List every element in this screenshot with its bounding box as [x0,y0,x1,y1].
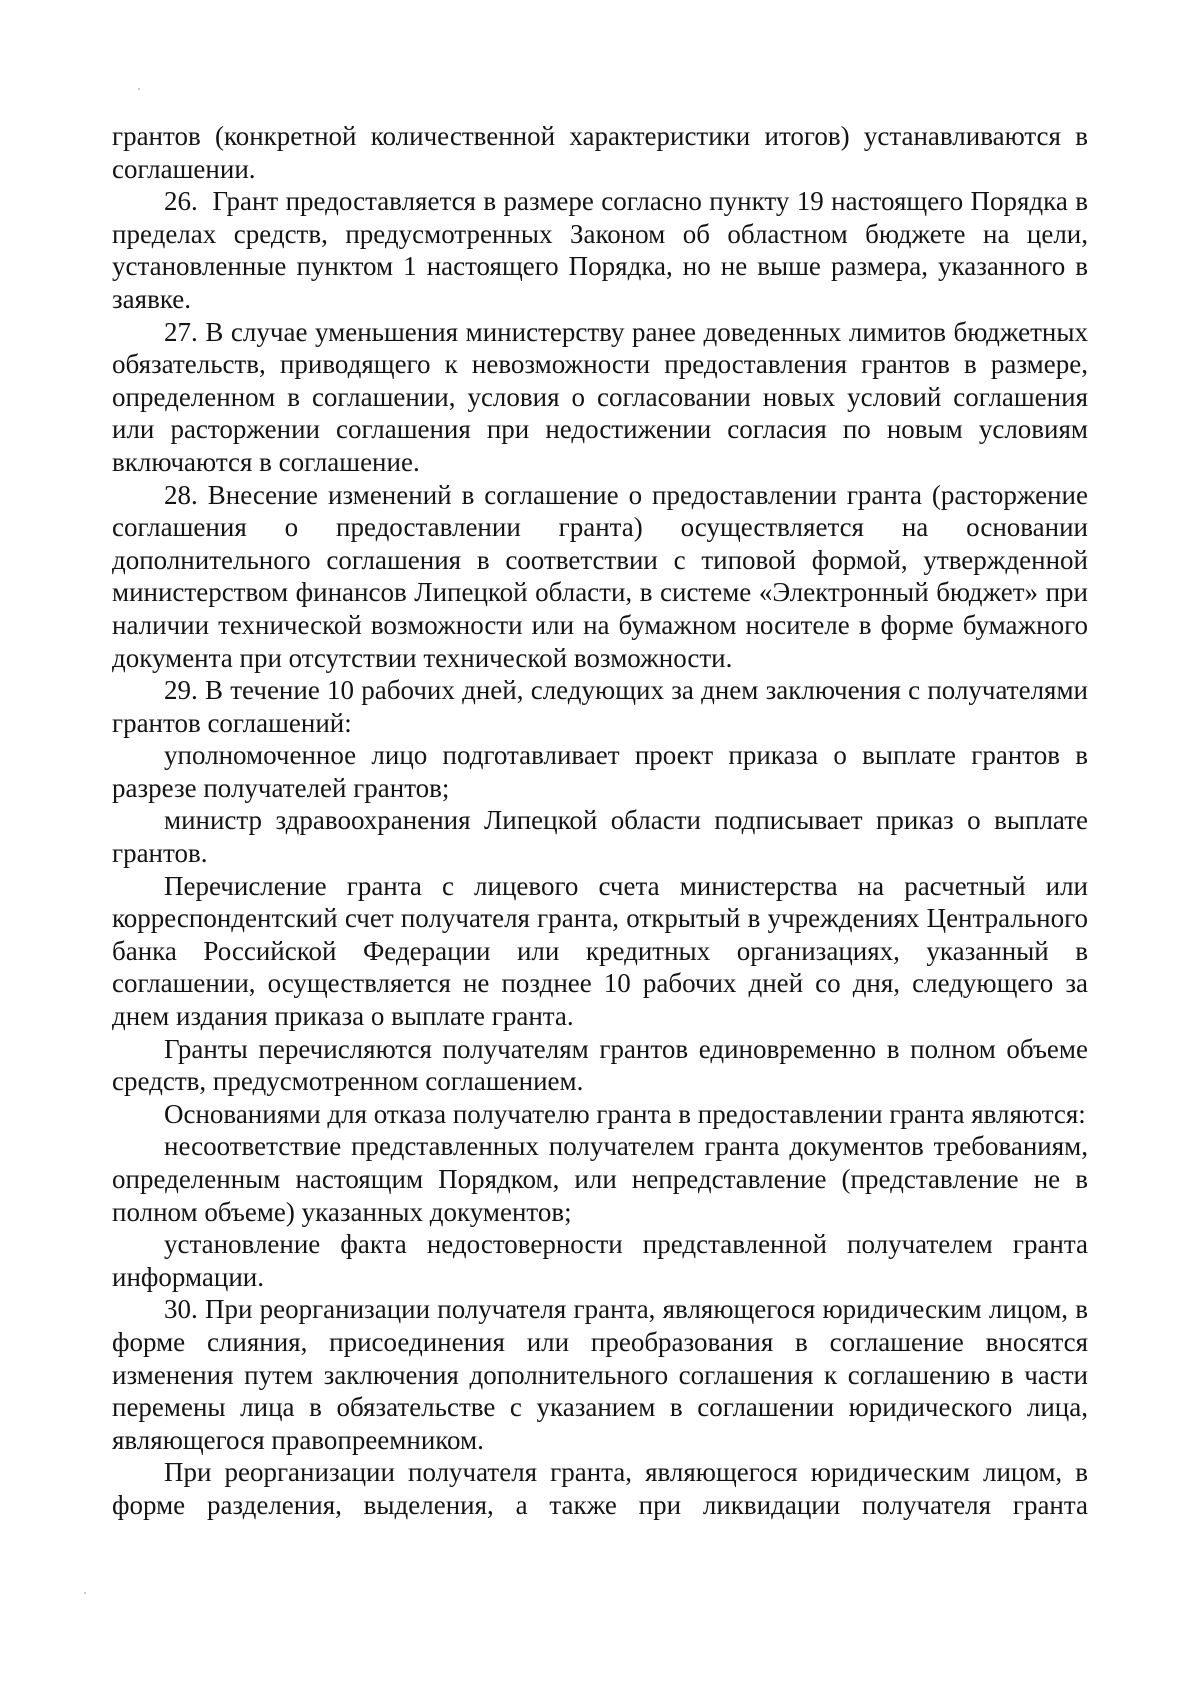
scan-speck [84,1592,86,1594]
paragraph-29-item-1: уполномоченное лицо подготавливает проект приказа о выплате грантов в разрезе получателей грантов; [112,740,1088,803]
paragraph-lump-sum: Гранты перечисляются получателям грантов единовременно в полном объеме средств, предусмотренном соглашением. [112,1033,1088,1097]
paragraph-28: 28. Внесение изменений в соглашение о предоставлении гранта (расторжение соглашения о предоставлении гранта) осуществляется на основании дополнительного соглашения в соответствии с типовой формой, утвержденной министерством финансов Липецкой области, в системе «Электронный бюджет» при наличии технической возможности или на бумажном носителе в форме бумажного документа при отсутствии технической возможности. [112,479,1088,673]
paragraph-refusal-grounds: Основаниями для отказа получателю гранта в предоставлении гранта являются: [164,1098,1086,1129]
paragraph-29-item-2: министр здравоохранения Липецкой области подписывает приказ о выплате грантов. [112,805,1088,869]
document-body [112,120,1088,1522]
paragraph-transfer: Перечисление гранта с лицевого счета министерства на расчетный или корреспондентский счет получателя гранта, открытый в учреждениях Центрального банка Российской Федерации или кредитных организациях, указанный в соглашении, осуществляется не позднее 10 рабочих дней со дня, следующего за днем издания приказа о выплате гранта. [112,870,1088,1032]
paragraph-refusal-item-2: установление факта недостоверности представленной получателем гранта информации. [112,1229,1088,1292]
paragraph-refusal-item-1: несоответствие представленных получателем гранта документов требованиям, определенным настоящим Порядком, или непредставление (представление не в полном объеме) указанных документов; [112,1131,1088,1227]
scan-speck [138,88,140,90]
paragraph-continuation: грантов (конкретной количественной характеристики итогов) устанавливаются в соглашении. [112,121,1088,184]
paragraph-29: 29. В течение 10 рабочих дней, следующих за днем заключения с получателями грантов соглашений: [112,675,1088,738]
paragraph-27: 27. В случае уменьшения министерству ранее доведенных лимитов бюджетных обязательств, приводящего к невозможности предоставления грантов в размере, определенном в соглашении, условия о согласовании новых условий соглашения или расторжении соглашения при недостижении согласия по новым условиям включаются в соглашение. [112,316,1088,477]
paragraph-30: 30. При реорганизации получателя гранта, являющегося юридическим лицом, в форме слияния, присоединения или преобразования в соглашение вносятся изменения путем заключения дополнительного соглашения к соглашению в части перемены лица в обязательстве с указанием в соглашении юридического лица, являющегося правопреемником. [112,1294,1088,1455]
paragraph-reorganization: При реорганизации получателя гранта, являющегося юридическим лицом, в форме разделения, выделения, а также при ликвидации получателя гранта [112,1457,1088,1520]
paragraph-26: 26. Грант предоставляется в размере согласно пункту 19 настоящего Порядка в пределах средств, предусмотренных Законом об областном бюджете на цели, установленные пунктом 1 настоящего Порядка, но не выше размера, указанного в заявке. [112,186,1088,314]
